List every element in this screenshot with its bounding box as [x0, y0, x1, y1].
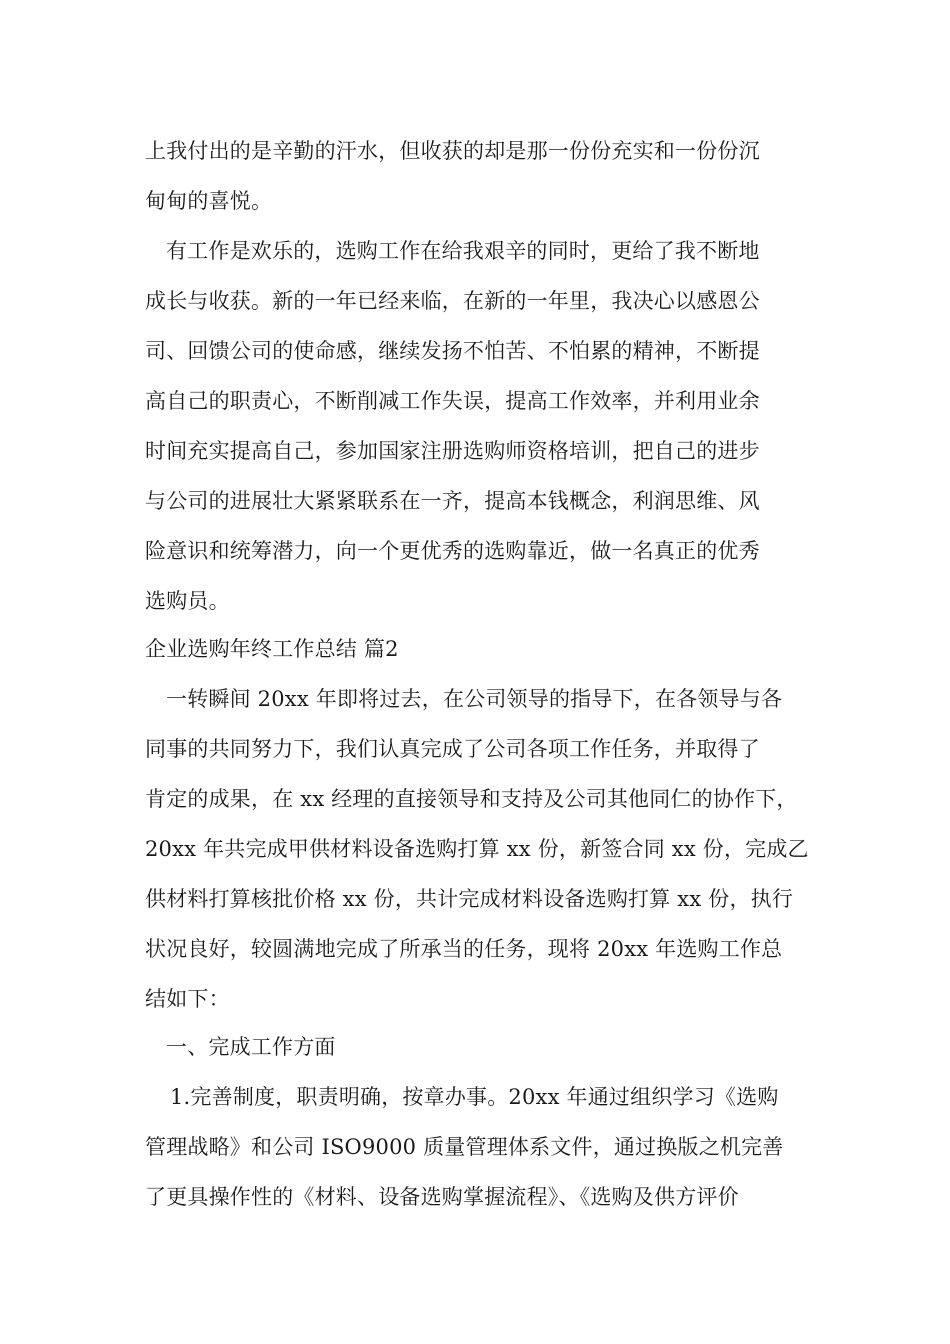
paragraph-line: 司、回馈公司的使命感，继续发扬不怕苦、不怕累的精神，不断提: [145, 339, 760, 363]
paragraph-line: 甸甸的喜悦。: [145, 189, 273, 213]
paragraph-line: 了更具操作性的《材料、设备选购掌握流程》、《选购及供方评价: [145, 1185, 739, 1209]
paragraph-line: 与公司的进展壮大紧紧联系在一齐，提高本钱概念，利润思维、风: [145, 489, 760, 513]
paragraph-line: 管理战略》和公司 ISO9000 质量管理体系文件，通过换版之机完善: [145, 1135, 784, 1159]
paragraph-line: 高自己的职责心，不断削减工作失误，提高工作效率，并利用业余: [145, 389, 760, 413]
paragraph-line: 时间充实提高自己，参加国家注册选购师资格培训，把自己的进步: [145, 439, 760, 463]
paragraph-line: 同事的共同努力下，我们认真完成了公司各项工作任务，并取得了: [145, 737, 760, 761]
paragraph-line: 肯定的成果，在 xx 经理的直接领导和支持及公司其他同仁的协作下，: [145, 787, 798, 811]
section-heading: 企业选购年终工作总结 篇2: [145, 637, 399, 661]
paragraph-line: 一转瞬间 20xx 年即将过去，在公司领导的指导下，在各领导与各: [166, 687, 783, 711]
paragraph-line: 选购员。: [145, 589, 230, 613]
paragraph-line: 结如下：: [145, 987, 230, 1011]
paragraph-line: 状况良好，较圆满地完成了所承当的任务，现将 20xx 年选购工作总: [145, 937, 783, 961]
subsection-heading: 一、完成工作方面: [166, 1035, 336, 1059]
paragraph-line: 20xx 年共完成甲供材料设备选购打算 xx 份，新签合同 xx 份，完成乙: [145, 837, 809, 861]
paragraph-line: 有工作是欢乐的，选购工作在给我艰辛的同时，更给了我不断地: [166, 239, 760, 263]
paragraph-line: 1.完善制度，职责明确，按章办事。20xx 年通过组织学习《选购: [170, 1085, 779, 1109]
paragraph-line: 成长与收获。新的一年已经来临，在新的一年里，我决心以感恩公: [145, 289, 760, 313]
paragraph-line: 险意识和统筹潜力，向一个更优秀的选购靠近，做一名真正的优秀: [145, 539, 760, 563]
paragraph-line: 上我付出的是辛勤的汗水，但收获的却是那一份份充实和一份份沉: [145, 139, 760, 163]
paragraph-line: 供材料打算核批价格 xx 份，共计完成材料设备选购打算 xx 份，执行: [145, 887, 794, 911]
